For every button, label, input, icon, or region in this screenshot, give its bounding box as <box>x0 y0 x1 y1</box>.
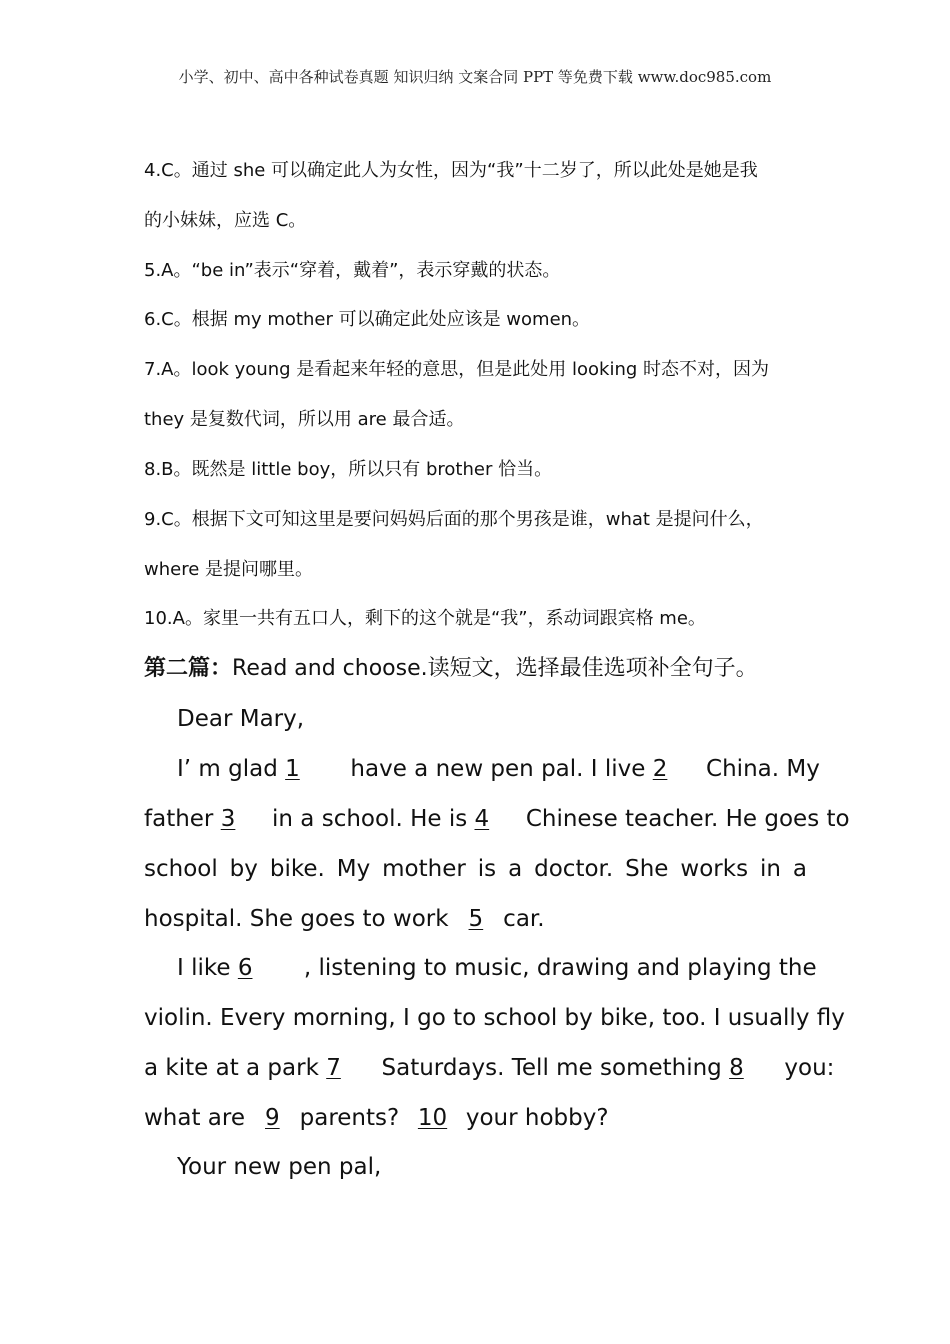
answer-line: 9.C。根据下文可知这里是要问妈妈后面的那个男孩是谁，what 是提问什么， <box>144 509 764 530</box>
blank-5: 5 <box>468 906 484 932</box>
blank-7: 7 <box>326 1055 341 1081</box>
page-header: 小学、初中、高中各种试卷真题 知识归纳 文案合同 PPT 等免费下载 www.doc985.com <box>178 68 772 86</box>
answer-line: 10.A。家里一共有五口人，剩下的这个就是“我”，系动词跟宾格 me。 <box>144 608 706 629</box>
letter-line <box>144 953 817 983</box>
text-run: , listening to music, drawing and playing the <box>303 955 817 981</box>
answer-line: 4.C。通过 she 可以确定此人为女性，因为“我”十二岁了，所以此处是她是我 <box>144 160 758 181</box>
letter-line: school by bike. My mother is a doctor. She works in a <box>144 856 807 882</box>
text-run: China. My <box>698 756 820 782</box>
answer-line: they 是复数代词，所以用 are 最合适。 <box>144 409 465 430</box>
blank-10: 10 <box>417 1105 448 1131</box>
letter-line <box>144 1103 807 1133</box>
letter-greeting: Dear Mary, <box>177 706 305 732</box>
blank-9: 9 <box>265 1105 280 1131</box>
letter-line: violin. Every morning, I go to school by bike, too. I usually fly <box>144 1005 845 1031</box>
text-run: Chinese teacher. He goes to <box>518 806 850 832</box>
letter-line <box>144 754 820 784</box>
text-run: have a new pen pal. I live <box>343 756 653 782</box>
text-run: parents? <box>292 1105 407 1131</box>
section-title: Read and choose.读短文，选择最佳选项补全句子。 <box>232 656 758 681</box>
answer-line: 7.A。look young 是看起来年轻的意思，但是此处用 looking 时态不对，因为 <box>144 359 770 380</box>
text-run: Saturdays. Tell me something <box>374 1055 730 1081</box>
text-run: I like <box>177 955 238 981</box>
blank-1: 1 <box>285 756 300 782</box>
blank-3: 3 <box>220 806 236 832</box>
answer-line: 5.A。“be in”表示“穿着，戴着”，表示穿戴的状态。 <box>144 260 561 281</box>
letter-line <box>144 904 807 934</box>
text-run: what are <box>144 1105 253 1131</box>
answer-line: where 是提问哪里。 <box>144 559 314 580</box>
text-run: in a school. He is <box>264 806 475 832</box>
letter-closing: Your new pen pal, <box>177 1154 382 1180</box>
section-label: 第二篇： <box>144 656 233 681</box>
blank-8: 8 <box>729 1055 744 1081</box>
answer-line: 8.B。既然是 little boy，所以只有 brother 恰当。 <box>144 459 553 480</box>
letter-line <box>144 1053 835 1083</box>
text-run: a kite at a park <box>144 1055 327 1081</box>
blank-2: 2 <box>652 756 668 782</box>
text-run: you: <box>777 1055 835 1081</box>
answer-line: 的小妹妹，应选 C。 <box>144 210 307 231</box>
letter-line <box>144 804 850 834</box>
answer-line: 6.C。根据 my mother 可以确定此处应该是 women。 <box>144 309 591 330</box>
blank-4: 4 <box>474 806 490 832</box>
text-run: I’ m glad <box>177 756 286 782</box>
blank-6: 6 <box>237 955 253 981</box>
text-run: your hobby? <box>458 1105 609 1131</box>
text-run: hospital. She goes to work <box>144 906 456 932</box>
text-run: car. <box>495 906 545 932</box>
section-heading <box>144 655 807 683</box>
text-run: father <box>144 806 221 832</box>
